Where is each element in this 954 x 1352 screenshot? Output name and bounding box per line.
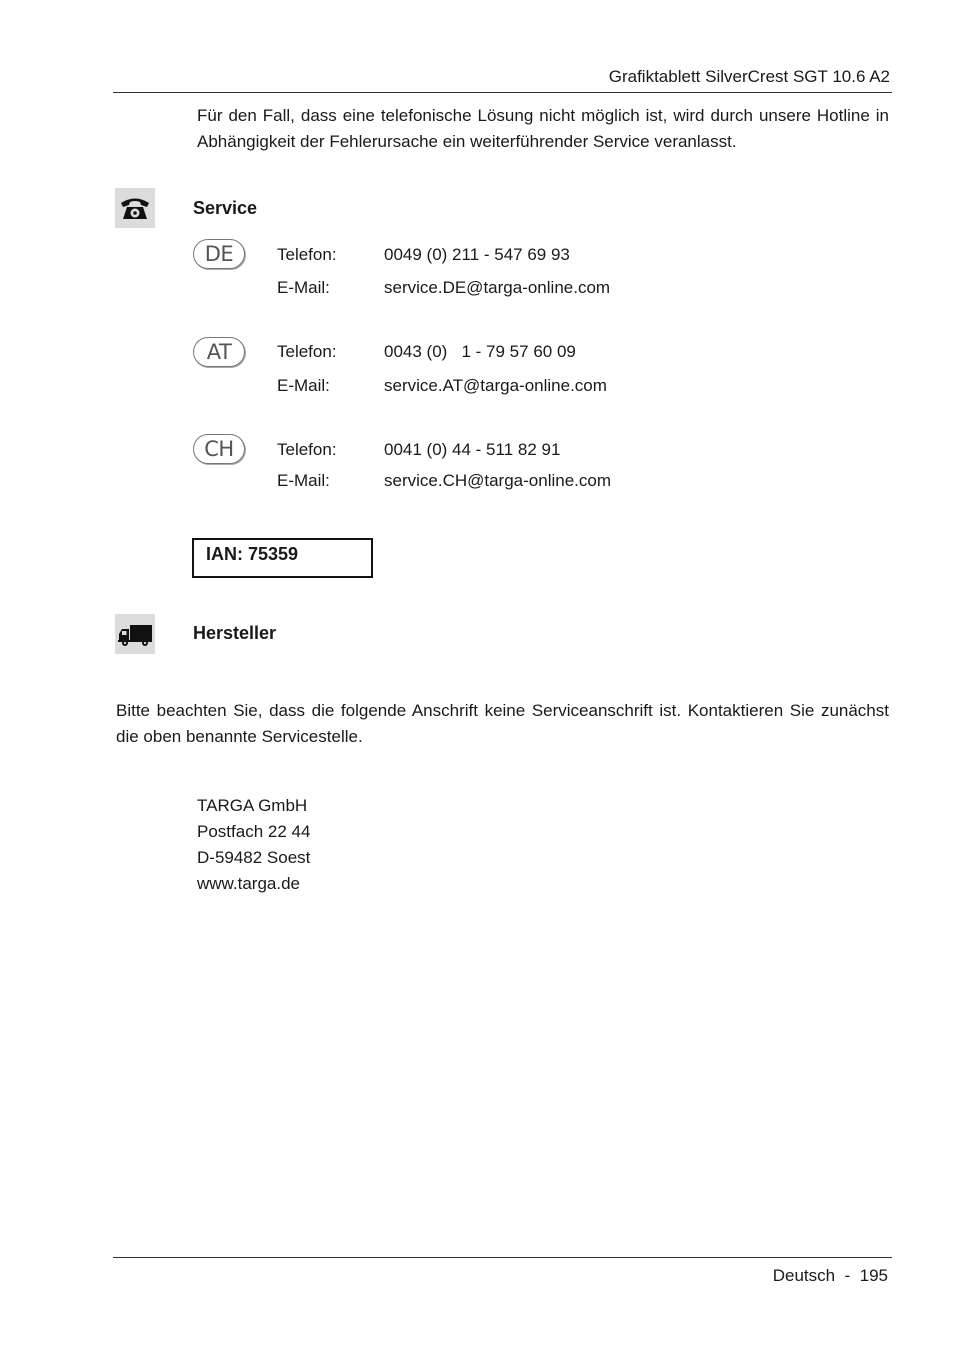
country-badge-de: DE	[193, 239, 245, 269]
email-label: E-Mail:	[277, 471, 330, 490]
phone-number-at: 0043 (0) 1 - 79 57 60 09	[384, 342, 576, 361]
intro-paragraph: Für den Fall, dass eine telefonische Lösung nicht möglich ist, wird durch unsere Hotline in Abhängigkeit der Fehlerursache ein weiterführender Service veranlasst.	[197, 106, 889, 151]
header-divider	[113, 92, 892, 93]
email-label: E-Mail:	[277, 278, 330, 297]
country-badge-at: AT	[193, 337, 245, 367]
page-footer: Deutsch - 195	[772, 1266, 888, 1285]
email-de[interactable]: service.DE@targa-online.com	[384, 278, 611, 297]
address-city: D-59482 Soest	[197, 848, 311, 867]
telephone-icon	[115, 188, 155, 228]
manufacturer-note: Bitte beachten Sie, dass die folgende Anschrift keine Serviceanschrift ist. Kontaktieren Sie zunächst die oben benannte Servicestelle.	[116, 701, 889, 746]
footer-divider	[113, 1257, 892, 1258]
country-badge-ch: CH	[193, 434, 245, 464]
phone-number-ch: 0041 (0) 44 - 511 82 91	[384, 440, 561, 459]
phone-number-de: 0049 (0) 211 - 547 69 93	[384, 245, 570, 264]
page-header-title: Grafiktablett SilverCrest SGT 10.6 A2	[608, 67, 890, 86]
phone-label: Telefon:	[277, 342, 337, 361]
address-postbox: Postfach 22 44	[197, 822, 311, 841]
address-website[interactable]: www.targa.de	[197, 874, 300, 893]
phone-label: Telefon:	[277, 440, 337, 459]
phone-label: Telefon:	[277, 245, 337, 264]
email-at[interactable]: service.AT@targa-online.com	[384, 376, 607, 395]
address-company: TARGA GmbH	[197, 796, 308, 815]
ian-box: IAN: 75359	[192, 538, 373, 578]
service-heading: Service	[193, 198, 258, 218]
email-ch[interactable]: service.CH@targa-online.com	[384, 471, 612, 490]
email-label: E-Mail:	[277, 376, 330, 395]
truck-icon	[115, 614, 155, 654]
manufacturer-heading: Hersteller	[193, 623, 277, 643]
